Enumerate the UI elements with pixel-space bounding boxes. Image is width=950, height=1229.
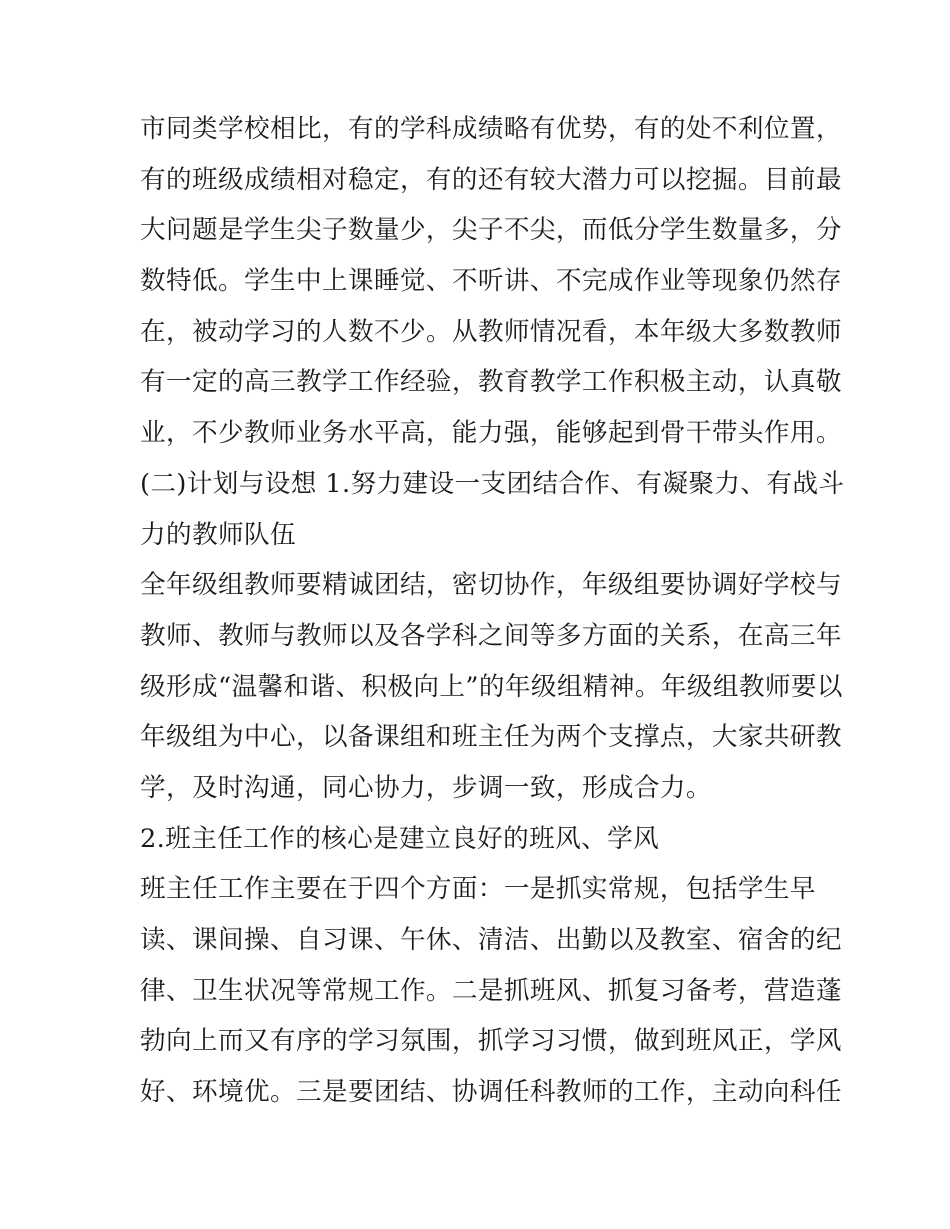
text-line-3: 大问题是学生尖子数量少，尖子不尖，而低分学生数量多，分 [140, 215, 842, 246]
text-line-14: 学，及时沟通，同心协力，步调一致，形成合力。 [140, 772, 712, 803]
text-line-2: 有的班级成绩相对稳定，有的还有较大潜力可以挖掘。目前最 [140, 164, 842, 195]
text-line-16: 班主任工作主要在于四个方面：一是抓实常规，包括学生早 [140, 874, 816, 905]
subheading-line: 2.班主任工作的核心是建立良好的班风、学风 [140, 823, 660, 854]
text-line-12: 级形成“温馨和谐、积极向上”的年级组精神。年级组教师要以 [140, 671, 843, 702]
text-line-18: 律、卫生状况等常规工作。二是抓班风、抓复习备考，营造蓬 [140, 975, 842, 1006]
text-line-4: 数特低。学生中上课睡觉、不听讲、不完成作业等现象仍然存 [140, 266, 842, 297]
document-body [140, 104, 845, 1118]
text-line-5: 在，被动学习的人数不少。从教师情况看，本年级大多数教师 [140, 316, 842, 347]
section-heading-continuation: 力的教师队伍 [140, 519, 296, 550]
text-line-10: 全年级组教师要精诚团结，密切协作，年级组要协调好学校与 [140, 570, 842, 601]
text-line-17: 读、课间操、自习课、午休、清洁、出勤以及教室、宿舍的纪 [140, 925, 842, 955]
text-line-19: 勃向上而又有序的学习氛围，抓学习习惯，做到班风正，学风 [140, 1026, 842, 1057]
section-heading-line: (二)计划与设想 1.努力建设一支团结合作、有凝聚力、有战斗 [140, 468, 845, 499]
text-line-11: 教师、教师与教师以及各学科之间等多方面的关系，在高三年 [140, 620, 842, 651]
text-line-13: 年级组为中心，以备课组和班主任为两个支撑点，大家共研教 [140, 722, 842, 753]
text-line-7: 业，不少教师业务水平高，能力强，能够起到骨干带头作用。 [140, 418, 842, 449]
text-line-6: 有一定的高三教学工作经验，教育教学工作积极主动，认真敬 [140, 367, 842, 398]
text-line-1: 市同类学校相比，有的学科成绩略有优势，有的处不利位置， [140, 114, 842, 144]
text-line-20: 好、环境优。三是要团结、协调任科教师的工作，主动向科任 [140, 1077, 842, 1108]
